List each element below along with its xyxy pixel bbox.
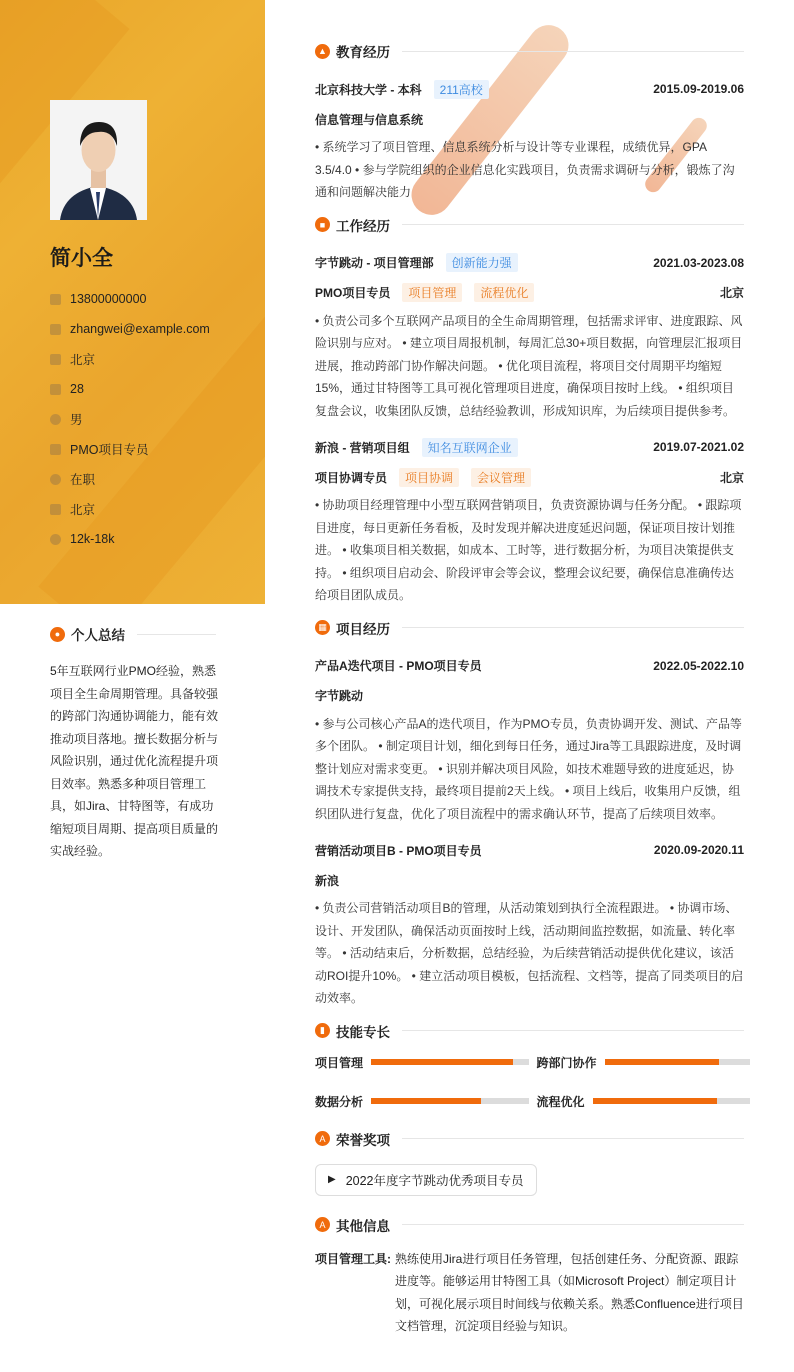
project-date: 2022.05-2022.10 [653, 658, 744, 673]
triangle-right-icon: ▶ [328, 1174, 336, 1185]
role: 项目协调专员 [315, 470, 388, 485]
skill-name: 跨部门协作 [536, 1055, 597, 1070]
work-item [315, 432, 744, 607]
skill-tag: 会议管理 [471, 468, 531, 487]
project-desc: • 负责公司营销活动项目B的管理，从活动策划到执行全流程跟进。 • 协调市场、设计、开发团队，确保活动页面按时上线，活动期间监控数据，如流量、转化率等。 • 活动结束后，分析数据，总结经验，为后续营销活动提供优化建议，该活动ROI提升10%。 • 建立活动项目模板，包括流程、文档等，提高了同类项目的启动效率。 [315, 901, 744, 1005]
other-info [315, 1248, 744, 1338]
phone-icon [50, 294, 61, 305]
skills-title: 技能专长 [336, 1024, 390, 1040]
project-desc: • 参与公司核心产品A的迭代项目，作为PMO专员，负责协调开发、测试、产品等多个团队。 • 制定项目计划，细化到每日任务，通过Jira等工具跟踪进度，及时调整计划应对需求变更。 • 识别并解决项目风险，如技术难题导致的进度延迟，协调技术专家提供支持，最终项目提前2天上线。 • 项目上线后，收集用户反馈，组织团队进行复盘，优化了项目流程中的需求确认环节，提高了后续项目效率。 [315, 716, 742, 821]
user-icon: ● [50, 627, 65, 642]
skill-bar [371, 1098, 528, 1104]
skill-item [537, 1093, 751, 1110]
project-name: 产品A迭代项目 - PMO项目专员 [315, 659, 482, 673]
skills-list [315, 1054, 750, 1110]
location: 北京 [70, 353, 96, 367]
project-org: 字节跳动 [315, 689, 364, 703]
awards-title: 荣誉奖项 [336, 1132, 390, 1148]
skill-item [537, 1054, 751, 1071]
company-tag: 创新能力强 [446, 253, 518, 272]
skill-name: 数据分析 [315, 1094, 364, 1109]
skill-bar-fill [593, 1098, 717, 1104]
gender: 男 [70, 413, 83, 427]
work-item [315, 248, 744, 423]
award-icon: A [315, 1131, 330, 1146]
work-date: 2021.03-2023.08 [653, 255, 744, 270]
skill-bar [605, 1059, 750, 1065]
work-city: 北京 [719, 286, 744, 300]
project-item [315, 835, 744, 1010]
work-date: 2019.07-2021.02 [653, 440, 744, 454]
skill-tag: 流程优化 [474, 283, 534, 302]
mail-icon [50, 324, 61, 335]
project-name: 营销活动项目B - PMO项目专员 [315, 843, 482, 858]
project-org: 新浪 [315, 873, 340, 888]
avatar-photo [50, 100, 147, 220]
award-text: 2022年度字节跳动优秀项目专员 [345, 1173, 524, 1188]
project-item [315, 651, 744, 826]
position: PMO项目专员 [70, 443, 149, 457]
work-desc: • 协助项目经理管理中小型互联网营销项目，负责资源协调与任务分配。 • 跟踪项目进度，每日更新任务看板，及时发现并解决进度延迟问题，保证项目按计划推进。 • 收集项目相关数据，如成本、工时等，进行数据分析，为项目决策提供支持。 • 组织项目启动会、阶段评审会等会议，整理会议纪要，确保信息准确传达给项目团队成员。 [315, 498, 742, 602]
summary-title: 个人总结 [71, 628, 125, 643]
bar-chart-icon: ▮ [315, 1023, 330, 1038]
status: 在职 [70, 473, 96, 487]
grid-icon: ▦ [315, 620, 330, 635]
salary: 12k-18k [70, 532, 115, 546]
other-text: 熟练使用Jira进行项目任务管理，包括创建任务、分配资源、跟踪进度等。能够运用甘特图工具（如Microsoft Project）制定项目计划，可视化展示项目时间线与依赖关系。熟悉Confluence进行项目文档管理，沉淀项目经验与知识。 [395, 1251, 744, 1333]
summary-header [50, 624, 216, 644]
other-title: 其他信息 [336, 1218, 390, 1234]
company: 字节跳动 - 项目管理部 [315, 256, 434, 270]
edu-desc: • 系统学习了项目管理、信息系统分析与设计等专业课程，成绩优异，GPA 3.5/4.0 • 参与学院组织的企业信息化实践项目，负责需求调研与分析，锻炼了沟通和问题解决能力 [315, 140, 735, 199]
skill-item [315, 1093, 529, 1110]
other-label: 项目管理工具: [315, 1251, 391, 1266]
phone: 13800000000 [70, 292, 147, 306]
summary-text: 5年互联网行业PMO经验，熟悉项目全生命周期管理。具备较强的跨部门沟通协调能力，能有效推动项目落地。擅长数据分析与风险识别，通过优化流程提升项目效率。熟悉多种项目管理工具，如Jira、甘特图等，有成功缩短项目周期、提高项目质量的实战经验。 [50, 664, 219, 858]
main-content [315, 40, 744, 1338]
age: 28 [70, 382, 84, 396]
money-icon [50, 534, 61, 545]
education-title: 教育经历 [336, 45, 390, 60]
contact-info [50, 284, 210, 554]
company: 新浪 - 营销项目组 [315, 440, 410, 455]
skill-tag: 项目管理 [402, 283, 462, 302]
skill-name: 项目管理 [315, 1055, 364, 1070]
info-icon: A [315, 1217, 330, 1232]
email: zhangwei@example.com [70, 322, 210, 336]
target-city: 北京 [70, 503, 96, 517]
gender-icon [50, 414, 61, 425]
edu-date: 2015.09-2019.06 [653, 82, 744, 96]
skill-name: 流程优化 [536, 1094, 585, 1109]
sidebar-profile [0, 0, 265, 604]
skill-bar-fill [605, 1059, 720, 1065]
skill-bar [371, 1059, 528, 1065]
role: PMO项目专员 [315, 286, 391, 300]
school-tag: 211高校 [434, 80, 489, 99]
skill-bar-fill [371, 1059, 513, 1065]
work-title: 工作经历 [336, 218, 390, 234]
company-tag: 知名互联网企业 [422, 438, 518, 457]
building-icon [50, 504, 61, 515]
skill-item [315, 1054, 529, 1071]
skill-tag: 项目协调 [399, 468, 459, 487]
work-desc: • 负责公司多个互联网产品项目的全生命周期管理，包括需求评审、进度跟踪、风险识别与应对。 • 建立项目周报机制，每周汇总30+项目数据，向管理层汇报项目进展，推动跨部门协作解决问题。 • 优化项目流程，将项目交付周期平均缩短15%，通过甘特图等工具可视化管理项目进度，确保项目按时上线。 • 组织项目复盘会议，收集团队反馈，总结经验教训，形成知识库，为后续项目提供参考。 [315, 313, 743, 418]
graduation-cap-icon: ▲ [315, 44, 330, 59]
gear-icon [50, 474, 61, 485]
project-date: 2020.09-2020.11 [653, 843, 744, 857]
briefcase-icon: ■ [315, 217, 330, 232]
send-icon [50, 444, 61, 455]
home-icon [50, 354, 61, 365]
cake-icon [50, 384, 61, 395]
major: 信息管理与信息系统 [315, 112, 424, 127]
candidate-name: 简小全 [50, 247, 113, 270]
work-city: 北京 [719, 470, 744, 485]
school: 北京科技大学 - 本科 [315, 82, 422, 97]
projects-title: 项目经历 [336, 621, 390, 637]
skill-bar [593, 1098, 750, 1104]
award-item[interactable] [315, 1164, 537, 1196]
skill-bar-fill [371, 1098, 481, 1104]
